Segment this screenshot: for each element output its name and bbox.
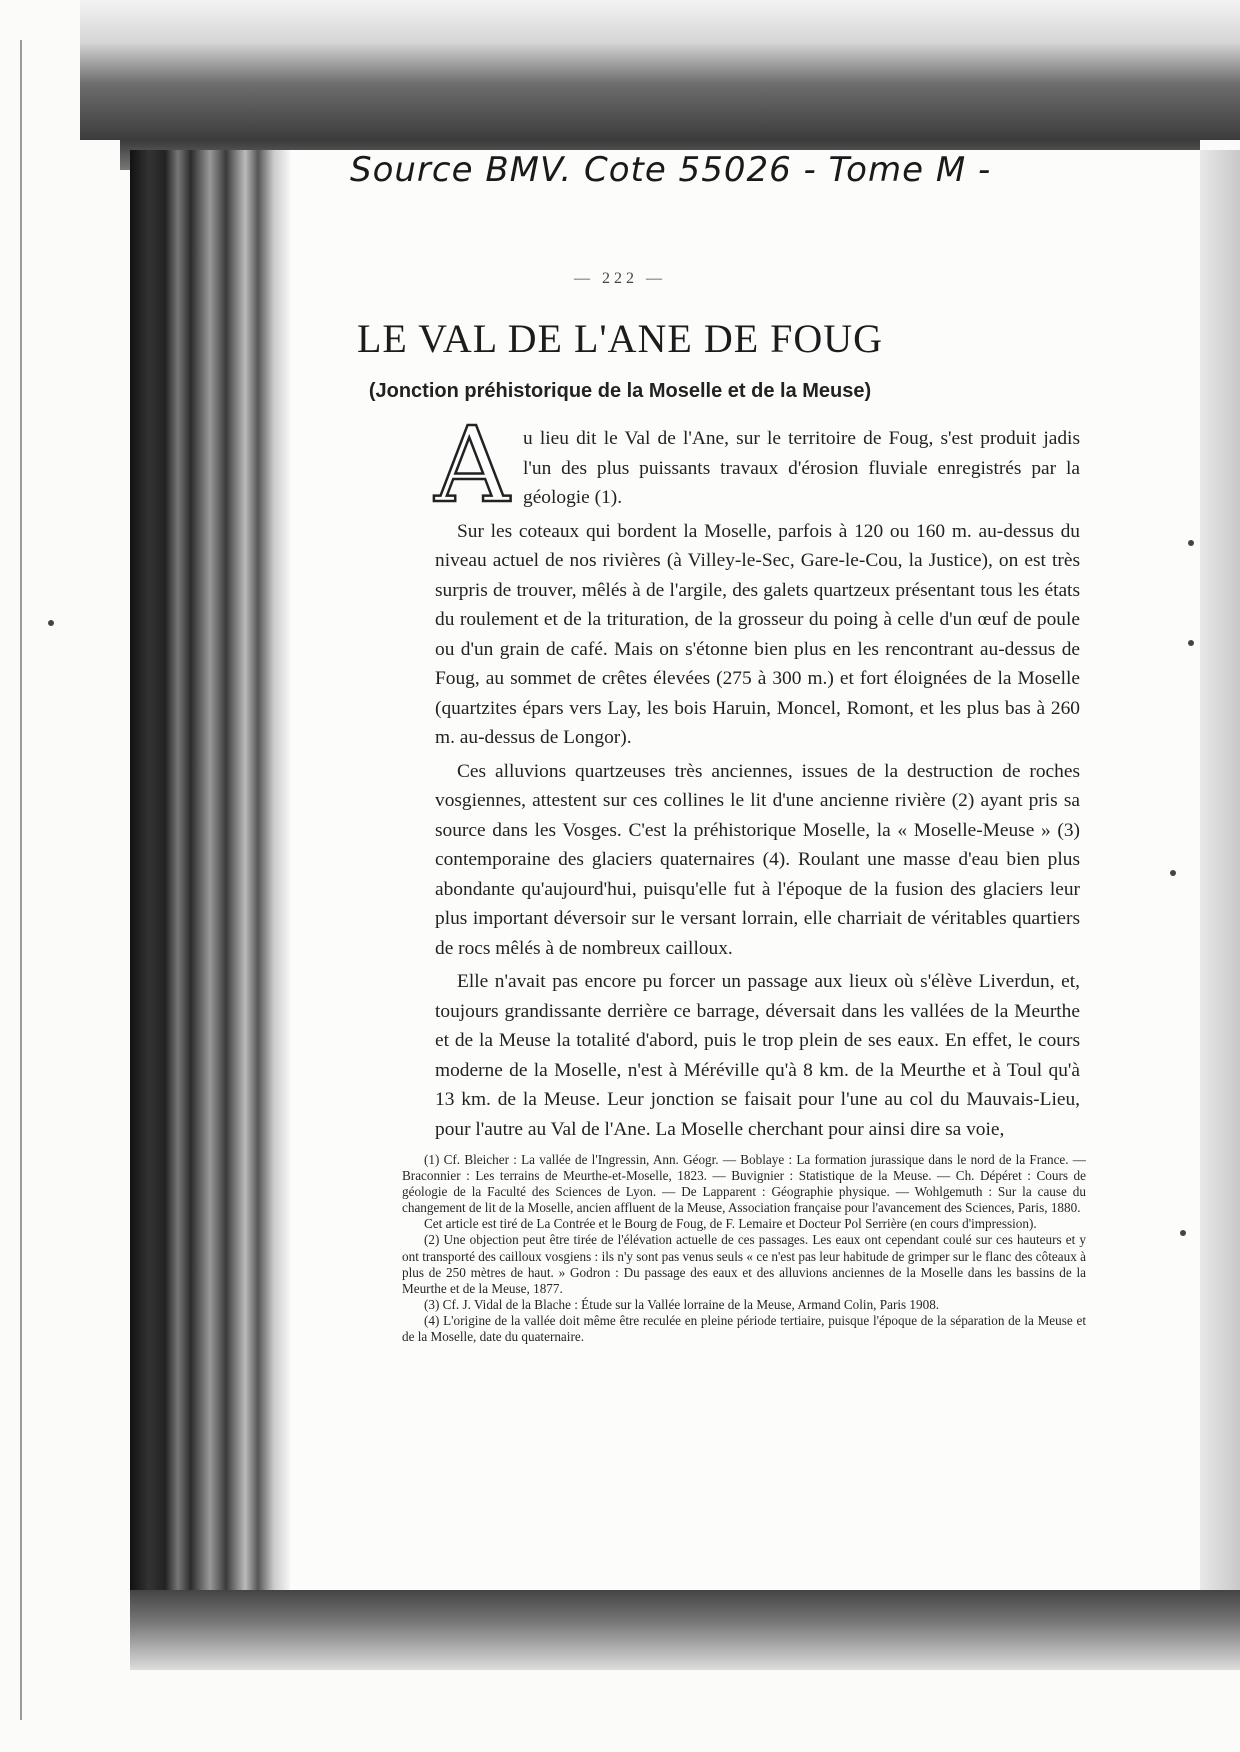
scan-speck bbox=[48, 620, 54, 626]
footnote-4: (4) L'origine de la vallée doit même être reculée en pleine période tertiaire, puisque l'époque de la séparation de la Meuse et de la Moselle, date du quaternaire. bbox=[402, 1312, 1086, 1345]
scan-speck bbox=[1188, 640, 1194, 646]
paragraph-4: Elle n'avait pas encore pu forcer un passage aux lieux où s'élève Liverdun, et, toujours grandissante derrière ce barrage, déversait dans les vallées de la Meurthe et de la Meuse la totalité d'abord, puis le trop plein de ses eaux. En effet, le cours moderne de la Moselle, n'est à Méréville qu'à 8 km. de la Meurthe et à Toul qu'à 13 km. de la Meuse. Leur jonction se faisait pour l'une au col du Mauvais-Lieu, pour l'autre au Val de l'Ane. La Moselle cherchant pour ainsi dire sa voie, bbox=[435, 971, 1080, 1140]
article-subtitle: (Jonction préhistorique de la Moselle et de la Meuse) bbox=[368, 380, 872, 402]
footnote-1: (1) Cf. Bleicher : La vallée de l'Ingressin, Ann. Géogr. — Boblaye : La formation jurassique dans le nord de la France. — Braconnier : Les terrains de Meurthe-et-Moselle, 1823. — Buvignier : Statistique de la Meuse. — Ch. Dépéret : Cours de géologie de la Faculté des Sciences de Lyon. — De Lapparent : Géographie physique. — Wohlgemuth : Sur la cause du changement de lit de la Moselle, ancien affluent de la Meuse, Association française pour l'avancement des Sciences, Paris, 1880. bbox=[402, 1152, 1086, 1216]
scan-edge-line bbox=[20, 40, 22, 1720]
scan-shadow-top bbox=[80, 0, 1240, 140]
article-title: LE VAL DE L'ANE DE FOUG bbox=[356, 316, 884, 361]
footnote-2: (2) Une objection peut être tirée de l'élévation actuelle de ces passages. Les eaux ont cependant coulé sur ces hauteurs et y ont transporté des cailloux vosgiens : ils n'y sont pas venus seuls « ce n'est pas leur habitude de grimper sur le flanc des côteaux à plus de 250 mètres de haut. » Godron : Du passage des eaux et des alluvions anciennes de la Moselle dans les bassins de la Meurthe et de la Meuse, 1877. bbox=[402, 1232, 1086, 1296]
paragraph-1-text: u lieu dit le Val de l'Ane, sur le territoire de Foug, s'est produit jadis l'un des plus puissants travaux d'érosion fluviale enregistrés par la géologie (1). bbox=[523, 428, 1080, 508]
paragraph-3: Ces alluvions quartzeuses très anciennes, issues de la destruction de roches vosgiennes, attestent sur ces collines le lit d'une ancienne rivière (2) ayant pris sa source dans les Vosges. C'est la préhistorique Moselle, la « Moselle-Meuse » (3) contemporaine des glaciers quaternaires (4). Roulant une masse d'eau bien plus abondante qu'aujourd'hui, puisqu'elle fut à l'époque de la fusion des glaciers leur plus important déversoir sur le versant lorrain, elle charriait de véritables quartiers de rocs mêlés à de nombreux cailloux. bbox=[435, 760, 1080, 959]
handwritten-source-note: Source BMV. Cote 55026 - Tome M - bbox=[350, 150, 992, 190]
scan-speck bbox=[1188, 540, 1194, 546]
drop-cap: A bbox=[434, 404, 510, 526]
footnotes bbox=[402, 1152, 1086, 1345]
footnote-credit: Cet article est tiré de La Contrée et le Bourg de Foug, de F. Lemaire et Docteur Pol Serrière (en cours d'impression). bbox=[424, 1216, 1037, 1232]
page-number: — 222 — bbox=[574, 270, 666, 287]
article-body bbox=[434, 404, 1080, 1144]
footnote-3: (3) Cf. J. Vidal de la Blache : Étude sur la Vallée lorraine de la Meuse, Armand Colin, Paris 1908. bbox=[424, 1296, 940, 1312]
book-gutter-shadow bbox=[130, 150, 290, 1590]
scan-speck bbox=[1170, 870, 1176, 876]
paragraph-1 bbox=[434, 404, 1080, 526]
scan-shadow-bottom bbox=[130, 1590, 1240, 1670]
paragraph-2: Sur les coteaux qui bordent la Moselle, parfois à 120 ou 160 m. au-dessus du niveau actuel de nos rivières (à Villey-le-Sec, Gare-le-Cou, la Justice), on est très surpris de trouver, mêlés à de l'argile, des galets quartzeux présentant tous les états du roulement et de la trituration, de la grosseur du poing à celle d'un œuf de poule ou d'un grain de café. Mais on s'étonne bien plus en les rencontrant au-dessus de Foug, au sommet de crêtes élevées (275 à 300 m.) et fort éloignées de la Moselle (quartzites épars vers Lay, les bois Haruin, Moncel, Romont, et les plus bas à 260 m. au-dessus de Longor). bbox=[435, 520, 1080, 748]
scan-shadow-right bbox=[1200, 150, 1240, 1590]
scan-speck bbox=[1180, 1230, 1186, 1236]
